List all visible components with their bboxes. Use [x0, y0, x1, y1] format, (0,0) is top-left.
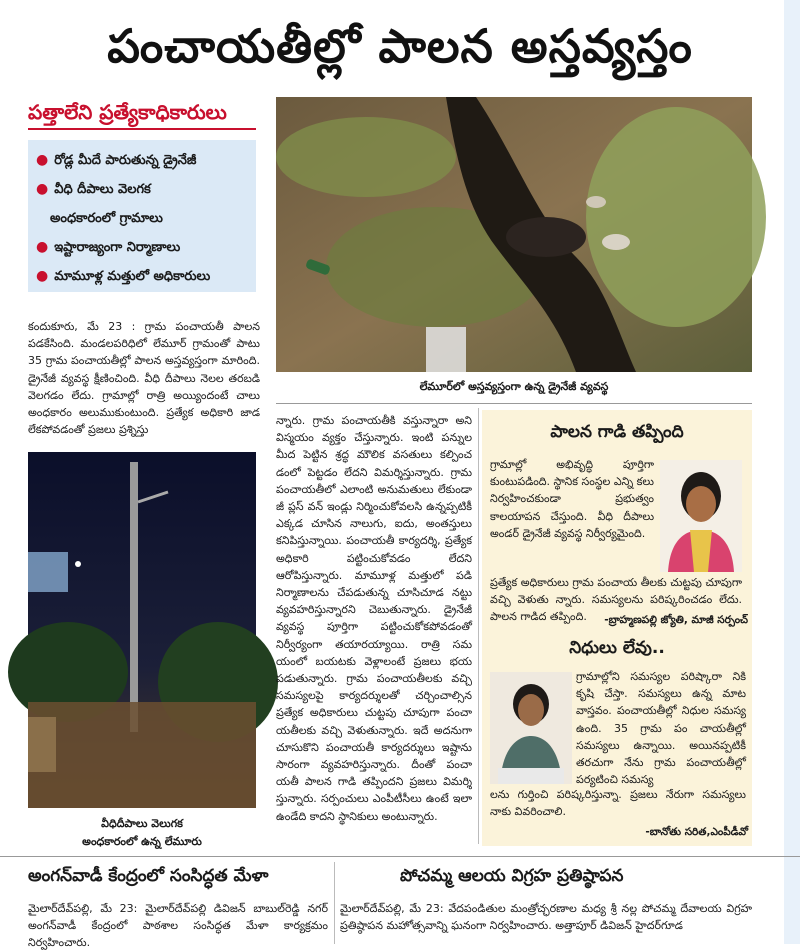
drainage-photo	[276, 97, 752, 372]
section-divider	[0, 856, 800, 857]
quote-text-continued: లను గుర్తించి పరిష్కరిస్తున్నా. ప్రజలు నేరుగా సమస్యలు నాకు వివరించాలి.	[490, 788, 746, 819]
highlight-item: ● ఇష్టారాజ్యంగా నిర్మాణాలు	[36, 239, 181, 255]
bullet-icon: ●	[36, 239, 49, 255]
bullet-icon: ●	[36, 152, 49, 168]
quote-text: గ్రామాల్లో అభివృద్ధి పూర్తిగా కుంటుపడింది. స్థానిక సంస్థల ఎన్ని కలు నిర్వహించకుండా ప్రభుత్వం కాలయాపన చేస్తుంది. వీధి దీపాలు అండర్ డ్రైనేజీ వ్యవస్థ నిర్వీర్యమైంది.	[490, 458, 654, 540]
quote-text: గ్రామాల్లోని సమస్యల పరిష్కారా నికి కృషి చేస్తా. సమస్యలు ఉన్న మాట వాస్తవం. పంచాయతీల్లో నిధుల సమస్య ఉంది. 35 గ్రామ పం చాయతీల్లో సమస్యలు ఉన్నాయి. అయినప్పటికీ తరచుగా నేను గ్రామ పంచాయతీల్లో పర్యటించి సమస్య	[576, 670, 746, 787]
article-column-1: కందుకూరు, మే 23 : గ్రామ పంచాయతీ పాలన పడకేసింది. మండలపరిధిలో లేమూర్ గ్రామంతో పాటు 35 గ్రామ పంచాయతీల్లో పాలన అస్తవ్యస్తంగా మారింది. డ్రైనేజీ వ్యవస్థ క్షీణించింది. వీధి దీపాలు నెలల తరబడి వెలగడం లేదు. గ్రామాల్లో రాత్రి అయ్యిందంటే చాలు అంధకారం అలుముకుంటుంది. ప్రత్యేక అధికారి జాడ లేకపోవడంతో ప్రజలు ప్రశ్నిస్తు	[28, 320, 260, 437]
bottom-article-text: మైలార్‌దేవ్‌పల్లి, మే 23: వేదపండితుల మంత్రోచ్ఛరణాల మధ్య శ్రీ నల్ల పోచమ్మ దేవాలయ విగ్రహ ప్రతిష్ఠాపన మహోత్సవాన్ని ఘనంగా నిర్వహించారు. అత్తాపూర్ డివిజన్ హైదర్‌గూడ	[340, 902, 752, 933]
portrait-photo	[490, 672, 572, 784]
highlight-item-continuation: అంధకారంలో గ్రామాలు	[50, 211, 163, 226]
bottom-headline: అంగన్‌వాడీ కేంద్రంలో సంసిద్ధత మేళా	[28, 866, 269, 886]
column-divider	[334, 862, 335, 944]
highlight-item: ● వీధి దీపాలు వెలగక	[36, 181, 151, 197]
quote-heading: పాలన గాడి తప్పింది	[550, 422, 684, 442]
divider	[276, 403, 752, 404]
bullet-icon: ●	[36, 268, 49, 284]
quote-heading: నిధులు లేవు..	[569, 638, 665, 658]
bottom-article-text: మైలార్‌దేవ్‌పల్లి, మే 23: మైలార్‌దేవ్‌పల్లి డివిజన్ బాబుల్‌రెడ్డి నగర్ అంగన్‌వాడీ కేంద్రంలో పాఠశాల సంసిద్ధత మేళా కార్యక్రమం నిర్వహించారు.	[28, 902, 328, 950]
subheadline-underline	[28, 128, 256, 130]
column-divider	[478, 408, 479, 844]
highlight-item: ● మామూళ్ల మత్తులో అధికారులు	[36, 268, 211, 284]
article-column-2: న్నారు. గ్రామ పంచాయతీకి వస్తున్నారా అని విస్మయం వ్యక్తం చేస్తున్నారు. ఇంటి పన్నుల మీద పెట్టిన శ్రద్ధ మౌలిక వసతులు కల్పించ డంలో పెట్టడం లేదని విమర్శిస్తున్నారు. గ్రామ పంచాయతీలో ఎలాంటి అనుమతులు లేకుండా జీ ప్లస్ వన్ ఇండ్లు నిర్మించుకోవలసి ఉన్నప్పటికీ ఎక్కడ చూసిన నాలుగు, ఐదు, అంతస్తులు కనిపిస్తున్నాయి. పంచాయతీ కార్యదర్శి, ప్రత్యేక అధికారి పట్టించుకోవడం లేదని ఆరోపిస్తున్నారు. మామూళ్ల మత్తులో పడి నిర్మాణాలను చేపడుతున్న చూసిచూడ నట్టు వ్యవహరిస్తున్నారని చెబుతున్నారు. డ్రైనేజీ వ్యవస్థ పూర్తిగా పట్టించుకోకపోవడంతో నిర్వీర్యంగా తయారయ్యాయి. రాత్రి సమ యంలో బయటకు వెళ్లాలంటే ప్రజలు భయ పడుతున్నారు. గ్రామ పంచాయతీలకు వచ్చి సమస్యలపై కార్యదర్శులతో చర్చించాల్సిన ప్రత్యేక అధికారులు చుట్టపు చూపుగా పంచా యతీలకు వచ్చి వెళుతున్నారు. ఇదే అదనుగా చూసుకొని పంచాయతీ కార్యదర్శులు ఇష్టాను సారంగా వ్యవహరిస్తున్నారు. దీంతో పంచా యతీ పాలన గాడి తప్పిందని ప్రజలు విమర్శి స్తున్నారు. సర్పంచులు ఎంపీటీసీలు ఉంటే ఇలా ఉండేది కాదని స్థానికులు అంటున్నారు.	[276, 414, 472, 823]
streetlight-photo	[28, 452, 256, 808]
headline: పంచాయతీల్లో పాలన అస్తవ్యస్తం	[107, 19, 693, 73]
bullet-icon: ●	[36, 181, 49, 197]
bottom-headline: పోచమ్మ ఆలయ విగ్రహ ప్రతిష్ఠాపన	[400, 866, 624, 886]
photo-caption: లేమూర్‌లో అస్తవ్యస్తంగా ఉన్న డ్రైనేజీ వ్యవస్థ	[419, 380, 609, 393]
quote-text-continued: ప్రత్యేక అధికారులు గ్రామ పంచాయ తీలకు చుట్టపు చూపుగా వచ్చి వెళుతు న్నారు. సమస్యలను పరిష్కరించడం లేదు. పాలన గాడిద తప్పింది.	[490, 576, 742, 624]
photo-caption: వీధిదీపాలు వెలుగక అంధకారంలో ఉన్న లేమూరు	[82, 817, 202, 848]
quote-signature: -బానోతు సరిత,ఎంపీడీవో	[645, 826, 748, 838]
portrait-photo	[660, 460, 742, 572]
highlights-box	[28, 140, 256, 292]
quote-signature: -బ్రాహ్మణపల్లి జ్యోతి, మాజీ సర్పంచ్	[604, 614, 748, 626]
page-edge-strip	[784, 0, 800, 944]
highlight-item: ● రోడ్ల మీదే పారుతున్న డ్రైనేజీ	[36, 152, 197, 168]
subheadline: పత్తాలేని ప్రత్యేకాధికారులు	[28, 100, 227, 124]
